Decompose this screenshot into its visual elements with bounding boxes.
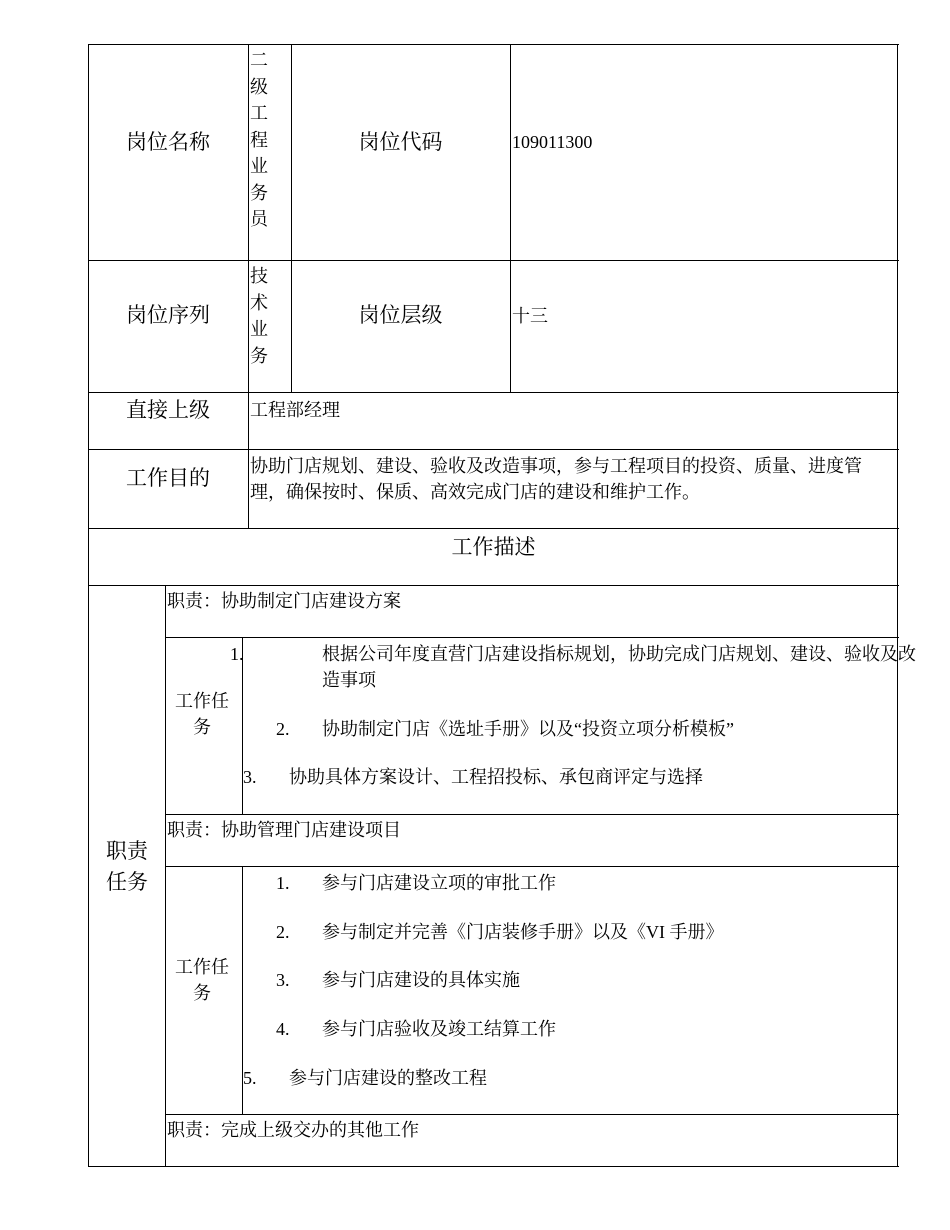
task-item	[230, 641, 932, 693]
position-name-value: 二级工程业务员	[250, 50, 268, 229]
duty-title: 职责：完成上级交办的其他工作	[167, 1120, 419, 1140]
task-text: 参与门店验收及竣工结算工作	[322, 1019, 556, 1039]
task-text: 根据公司年度直营门店建设指标规划，协助完成门店规划、建设、验收及改造事项	[322, 644, 916, 690]
task-text: 协助制定门店《选址手册》以及“投资立项分析模板”	[322, 719, 734, 739]
grid-line	[88, 585, 899, 586]
grid-line	[291, 44, 292, 393]
duties-side-label: 职责任务	[106, 839, 148, 894]
task-number: 5.	[243, 1068, 257, 1088]
task-item	[276, 716, 734, 742]
task-text: 协助具体方案设计、工程招投标、承包商评定与选择	[289, 767, 703, 787]
task-text: 参与制定并完善《门店装修手册》以及《VI 手册》	[322, 922, 724, 942]
task-text: 参与门店建设立项的审批工作	[322, 873, 556, 893]
series-label: 岗位序列	[126, 303, 210, 327]
purpose-value: 协助门店规划、建设、验收及改造事项，参与工程项目的投资、质量、进度管理，确保按时、保质、高效完成门店的建设和维护工作。	[250, 456, 862, 502]
grid-line	[165, 585, 166, 1167]
grid-line	[165, 637, 899, 638]
task-text: 参与门店建设的整改工程	[289, 1068, 487, 1088]
task-item	[243, 1065, 487, 1091]
duty-title: 职责：协助制定门店建设方案	[167, 591, 401, 611]
task-item	[276, 870, 556, 896]
grid-line	[88, 44, 899, 45]
series-value: 技术业务	[250, 266, 268, 366]
supervisor-value: 工程部经理	[250, 400, 340, 420]
grid-line	[165, 866, 899, 867]
task-number: 1.	[276, 873, 290, 893]
task-number: 2.	[276, 922, 290, 942]
task-item	[276, 919, 724, 945]
task-number: 3.	[276, 970, 290, 990]
task-item	[276, 967, 520, 993]
task-text: 参与门店建设的具体实施	[322, 970, 520, 990]
grid-line	[897, 44, 898, 1167]
grid-line	[88, 449, 899, 450]
task-item	[243, 764, 703, 790]
task-number: 2.	[276, 719, 290, 739]
grid-line	[88, 392, 899, 393]
position-name-label: 岗位名称	[126, 130, 210, 154]
grid-line	[510, 44, 511, 393]
grid-line	[88, 1166, 899, 1167]
grid-line	[88, 44, 89, 1167]
task-number: 3.	[243, 767, 257, 787]
position-code-value: 109011300	[512, 132, 593, 152]
task-label: 工作任务	[175, 691, 229, 737]
task-number: 4.	[276, 1019, 290, 1039]
duty-title: 职责：协助管理门店建设项目	[167, 820, 401, 840]
grid-line	[88, 528, 899, 529]
purpose-label: 工作目的	[126, 466, 210, 490]
task-label: 工作任务	[175, 957, 229, 1003]
task-number: 1.	[230, 644, 244, 664]
description-title: 工作描述	[451, 535, 536, 559]
grid-line	[165, 1114, 899, 1115]
position-code-label: 岗位代码	[358, 130, 443, 154]
task-item	[276, 1016, 556, 1042]
supervisor-label: 直接上级	[126, 398, 210, 422]
grid-line	[165, 814, 899, 815]
grid-line	[88, 260, 899, 261]
level-value: 十三	[512, 306, 548, 326]
level-label: 岗位层级	[358, 303, 443, 327]
